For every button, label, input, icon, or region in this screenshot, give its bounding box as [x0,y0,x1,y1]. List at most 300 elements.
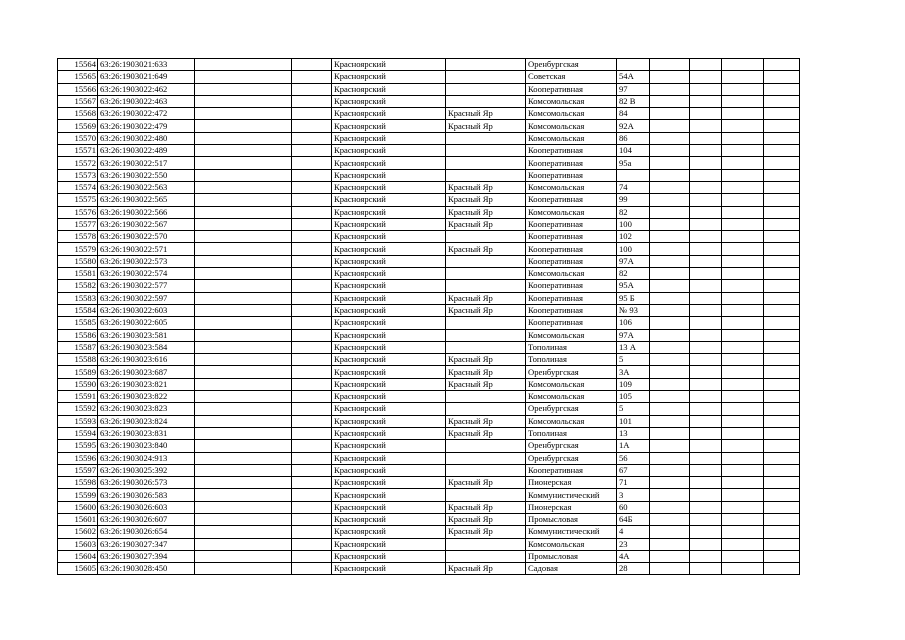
street-cell: Комсомольская [526,268,617,280]
district-cell: Красноярский [332,71,446,83]
empty-cell [650,71,690,83]
empty-cell [722,71,764,83]
table-row [58,243,800,255]
locality-cell: Красный Яр [446,366,526,378]
street-cell: Советская [526,71,617,83]
cadastral-number: 63:26:1903022:573 [98,255,195,267]
empty-cell [690,550,722,562]
empty-cell [690,169,722,181]
street-cell: Кооперативная [526,280,617,292]
cadastral-number: 63:26:1903022:603 [98,304,195,316]
empty-cell [650,255,690,267]
empty-cell [764,489,800,501]
locality-cell [446,280,526,292]
house-number-cell: 3А [617,366,650,378]
empty-cell [650,354,690,366]
empty-cell [195,132,292,144]
empty-cell [722,145,764,157]
empty-cell [292,317,332,329]
cadastral-number: 63:26:1903022:463 [98,95,195,107]
street-cell: Оренбургская [526,366,617,378]
district-cell: Красноярский [332,452,446,464]
row-number: 15577 [58,218,98,230]
empty-cell [722,501,764,513]
row-number: 15588 [58,354,98,366]
street-cell: Тополиная [526,341,617,353]
street-cell: Промысловая [526,550,617,562]
cadastral-number: 63:26:1903026:573 [98,477,195,489]
row-number: 15579 [58,243,98,255]
house-number-cell: 64Б [617,513,650,525]
street-cell: Тополиная [526,354,617,366]
cadastral-number: 63:26:1903022:605 [98,317,195,329]
street-cell: Тополиная [526,427,617,439]
house-number-cell: 97А [617,329,650,341]
empty-cell [650,329,690,341]
district-cell: Красноярский [332,550,446,562]
empty-cell [764,513,800,525]
empty-cell [722,415,764,427]
house-number-cell: 99 [617,194,650,206]
street-cell: Комсомольская [526,95,617,107]
empty-cell [722,169,764,181]
empty-cell [292,59,332,71]
empty-cell [650,218,690,230]
empty-cell [195,341,292,353]
empty-cell [764,280,800,292]
row-number: 15580 [58,255,98,267]
empty-cell [195,354,292,366]
cadastral-number: 63:26:1903023:581 [98,329,195,341]
row-number: 15572 [58,157,98,169]
empty-cell [764,59,800,71]
district-cell: Красноярский [332,268,446,280]
empty-cell [690,440,722,452]
empty-cell [650,181,690,193]
row-number: 15591 [58,391,98,403]
district-cell: Красноярский [332,329,446,341]
empty-cell [690,292,722,304]
house-number-cell: 56 [617,452,650,464]
empty-cell [722,526,764,538]
empty-cell [690,268,722,280]
locality-cell: Красный Яр [446,108,526,120]
table-row [58,440,800,452]
district-cell: Красноярский [332,120,446,132]
empty-cell [650,268,690,280]
locality-cell: Красный Яр [446,526,526,538]
street-cell: Пионерская [526,477,617,489]
empty-cell [722,452,764,464]
empty-cell [650,120,690,132]
table-row [58,108,800,120]
locality-cell: Красный Яр [446,477,526,489]
empty-cell [292,304,332,316]
empty-cell [650,243,690,255]
empty-cell [690,95,722,107]
empty-cell [764,477,800,489]
house-number-cell: 97А [617,255,650,267]
empty-cell [764,501,800,513]
empty-cell [650,292,690,304]
table-row [58,194,800,206]
cadastral-number: 63:26:1903023:687 [98,366,195,378]
locality-cell [446,550,526,562]
empty-cell [292,181,332,193]
table-row [58,280,800,292]
empty-cell [764,231,800,243]
empty-cell [195,391,292,403]
table-row [58,378,800,390]
empty-cell [195,489,292,501]
empty-cell [722,194,764,206]
empty-cell [764,354,800,366]
locality-cell [446,59,526,71]
empty-cell [292,464,332,476]
row-number: 15569 [58,120,98,132]
table-row [58,132,800,144]
cadastral-number: 63:26:1903022:570 [98,231,195,243]
empty-cell [292,95,332,107]
row-number: 15602 [58,526,98,538]
empty-cell [292,489,332,501]
empty-cell [764,391,800,403]
row-number: 15565 [58,71,98,83]
house-number-cell: 109 [617,378,650,390]
district-cell: Красноярский [332,538,446,550]
house-number-cell [617,59,650,71]
empty-cell [722,513,764,525]
empty-cell [292,120,332,132]
locality-cell [446,464,526,476]
empty-cell [650,231,690,243]
empty-cell [650,304,690,316]
empty-cell [764,243,800,255]
empty-cell [690,341,722,353]
cadastral-number: 63:26:1903021:633 [98,59,195,71]
empty-cell [650,341,690,353]
empty-cell [722,108,764,120]
empty-cell [195,292,292,304]
row-number: 15590 [58,378,98,390]
district-cell: Красноярский [332,243,446,255]
empty-cell [195,255,292,267]
district-cell: Красноярский [332,218,446,230]
table-row [58,415,800,427]
cadastral-number: 63:26:1903022:480 [98,132,195,144]
table-row [58,550,800,562]
empty-cell [195,71,292,83]
empty-cell [195,218,292,230]
empty-cell [195,415,292,427]
empty-cell [650,132,690,144]
row-number: 15583 [58,292,98,304]
empty-cell [690,145,722,157]
table-row [58,489,800,501]
empty-cell [195,169,292,181]
district-cell: Красноярский [332,95,446,107]
empty-cell [195,120,292,132]
row-number: 15596 [58,452,98,464]
district-cell: Красноярский [332,366,446,378]
house-number-cell: 28 [617,563,650,575]
house-number-cell: 5 [617,403,650,415]
empty-cell [764,71,800,83]
empty-cell [195,268,292,280]
empty-cell [292,550,332,562]
empty-cell [690,403,722,415]
empty-cell [292,206,332,218]
empty-cell [764,526,800,538]
cadastral-number: 63:26:1903022:567 [98,218,195,230]
district-cell: Красноярский [332,489,446,501]
empty-cell [650,427,690,439]
empty-cell [292,391,332,403]
cadastral-number: 63:26:1903028:450 [98,563,195,575]
table-row [58,95,800,107]
empty-cell [292,132,332,144]
cadastral-number: 63:26:1903023:821 [98,378,195,390]
empty-cell [764,304,800,316]
empty-cell [722,489,764,501]
table-row [58,329,800,341]
empty-cell [292,329,332,341]
street-cell: Оренбургская [526,440,617,452]
locality-cell [446,231,526,243]
empty-cell [650,452,690,464]
street-cell: Комсомольская [526,132,617,144]
empty-cell [764,268,800,280]
empty-cell [690,157,722,169]
empty-cell [650,513,690,525]
empty-cell [690,218,722,230]
district-cell: Красноярский [332,513,446,525]
cadastral-number: 63:26:1903027:347 [98,538,195,550]
table-row [58,403,800,415]
cadastral-number: 63:26:1903023:822 [98,391,195,403]
locality-cell: Красный Яр [446,304,526,316]
empty-cell [764,403,800,415]
empty-cell [195,526,292,538]
empty-cell [195,501,292,513]
street-cell: Комсомольская [526,120,617,132]
cadastral-number: 63:26:1903023:824 [98,415,195,427]
empty-cell [650,391,690,403]
street-cell: Комсомольская [526,108,617,120]
table-row [58,292,800,304]
table-row [58,304,800,316]
empty-cell [292,83,332,95]
empty-cell [650,280,690,292]
house-number-cell: 82 В [617,95,650,107]
district-cell: Красноярский [332,317,446,329]
table-row [58,526,800,538]
empty-cell [764,255,800,267]
house-number-cell: 54А [617,71,650,83]
district-cell: Красноярский [332,169,446,181]
empty-cell [650,563,690,575]
empty-cell [650,206,690,218]
house-number-cell: 13 [617,427,650,439]
empty-cell [650,157,690,169]
district-cell: Красноярский [332,206,446,218]
district-cell: Красноярский [332,391,446,403]
cadastral-number: 63:26:1903023:840 [98,440,195,452]
empty-cell [764,366,800,378]
table-row [58,59,800,71]
cadastral-number: 63:26:1903021:649 [98,71,195,83]
empty-cell [764,120,800,132]
empty-cell [690,280,722,292]
district-cell: Красноярский [332,477,446,489]
empty-cell [195,108,292,120]
house-number-cell: 23 [617,538,650,550]
empty-cell [195,243,292,255]
empty-cell [650,108,690,120]
empty-cell [722,95,764,107]
empty-cell [722,255,764,267]
empty-cell [690,464,722,476]
row-number: 15576 [58,206,98,218]
empty-cell [690,181,722,193]
locality-cell: Красный Яр [446,427,526,439]
empty-cell [292,415,332,427]
empty-cell [650,169,690,181]
district-cell: Красноярский [332,255,446,267]
empty-cell [722,231,764,243]
street-cell: Кооперативная [526,169,617,181]
locality-cell [446,440,526,452]
registry-table [57,58,800,575]
table-row [58,145,800,157]
row-number: 15570 [58,132,98,144]
empty-cell [292,268,332,280]
empty-cell [722,157,764,169]
table-row [58,218,800,230]
empty-cell [650,477,690,489]
street-cell: Оренбургская [526,452,617,464]
street-cell: Кооперативная [526,157,617,169]
street-cell: Кооперативная [526,464,617,476]
district-cell: Красноярский [332,194,446,206]
empty-cell [292,145,332,157]
empty-cell [195,83,292,95]
row-number: 15604 [58,550,98,562]
empty-cell [722,391,764,403]
locality-cell [446,83,526,95]
cadastral-number: 63:26:1903022:574 [98,268,195,280]
empty-cell [690,477,722,489]
district-cell: Красноярский [332,526,446,538]
street-cell: Кооперативная [526,292,617,304]
empty-cell [690,83,722,95]
empty-cell [764,538,800,550]
empty-cell [292,218,332,230]
row-number: 15564 [58,59,98,71]
house-number-cell: 82 [617,206,650,218]
locality-cell: Красный Яр [446,218,526,230]
table-row [58,120,800,132]
empty-cell [690,452,722,464]
row-number: 15603 [58,538,98,550]
district-cell: Красноярский [332,280,446,292]
house-number-cell: 86 [617,132,650,144]
table-row [58,231,800,243]
house-number-cell: 100 [617,218,650,230]
street-cell: Кооперативная [526,218,617,230]
empty-cell [292,280,332,292]
empty-cell [722,83,764,95]
empty-cell [722,268,764,280]
row-number: 15599 [58,489,98,501]
district-cell: Красноярский [332,427,446,439]
empty-cell [195,538,292,550]
empty-cell [722,427,764,439]
empty-cell [650,550,690,562]
empty-cell [292,378,332,390]
house-number-cell: 60 [617,501,650,513]
empty-cell [292,292,332,304]
empty-cell [690,243,722,255]
locality-cell [446,452,526,464]
empty-cell [690,427,722,439]
cadastral-number: 63:26:1903022:577 [98,280,195,292]
locality-cell: Красный Яр [446,378,526,390]
empty-cell [690,354,722,366]
table-row [58,452,800,464]
house-number-cell: 4А [617,550,650,562]
empty-cell [764,206,800,218]
house-number-cell: 5 [617,354,650,366]
locality-cell: Красный Яр [446,181,526,193]
street-cell: Комсомольская [526,181,617,193]
empty-cell [650,538,690,550]
locality-cell: Красный Яр [446,563,526,575]
district-cell: Красноярский [332,132,446,144]
empty-cell [650,415,690,427]
empty-cell [690,391,722,403]
empty-cell [292,354,332,366]
cadastral-number: 63:26:1903022:563 [98,181,195,193]
street-cell: Кооперативная [526,231,617,243]
empty-cell [195,477,292,489]
table-row [58,317,800,329]
row-number: 15586 [58,329,98,341]
street-cell: Оренбургская [526,403,617,415]
cadastral-number: 63:26:1903024:913 [98,452,195,464]
locality-cell [446,391,526,403]
locality-cell [446,71,526,83]
empty-cell [722,317,764,329]
house-number-cell: 82 [617,268,650,280]
row-number: 15593 [58,415,98,427]
empty-cell [722,132,764,144]
empty-cell [690,132,722,144]
street-cell: Кооперативная [526,194,617,206]
empty-cell [690,329,722,341]
empty-cell [292,538,332,550]
empty-cell [764,83,800,95]
table-row [58,427,800,439]
locality-cell [446,329,526,341]
empty-cell [650,403,690,415]
row-number: 15589 [58,366,98,378]
locality-cell: Красный Яр [446,206,526,218]
empty-cell [722,550,764,562]
house-number-cell: 67 [617,464,650,476]
district-cell: Красноярский [332,341,446,353]
empty-cell [690,59,722,71]
